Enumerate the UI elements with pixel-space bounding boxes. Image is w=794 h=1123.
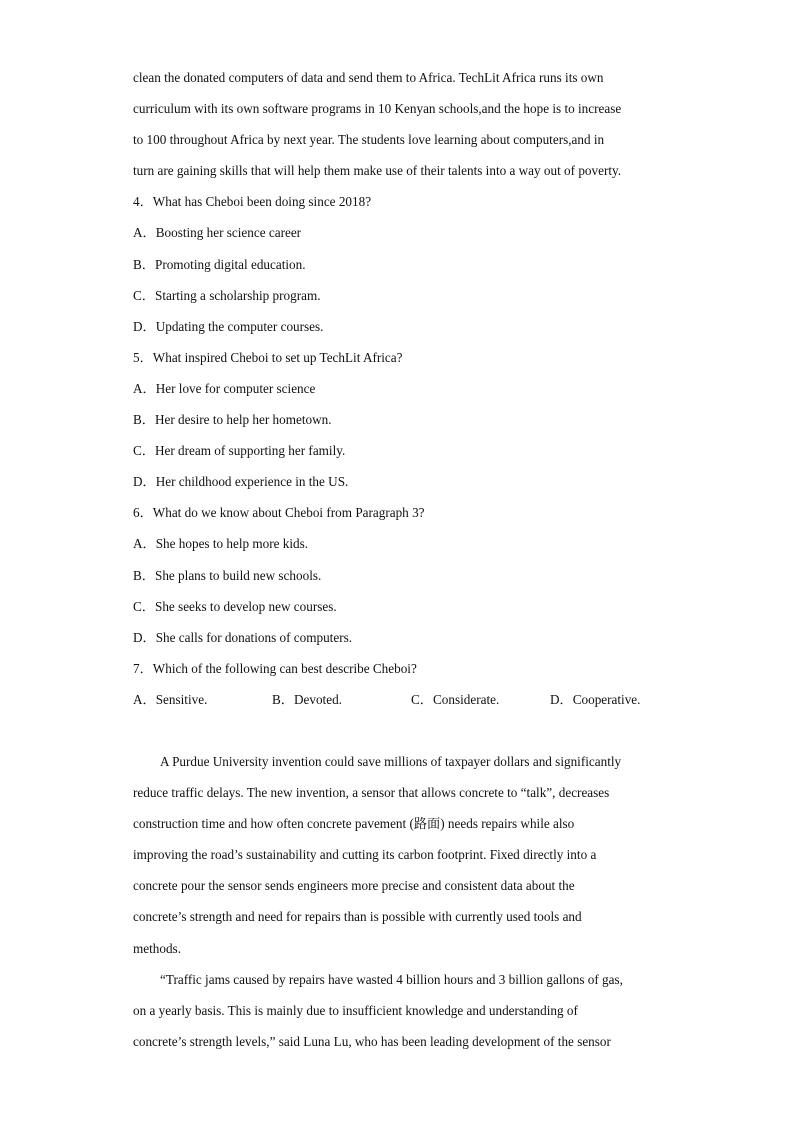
option-d: D．She calls for donations of computers.: [133, 629, 353, 645]
passage-line: turn are gaining skills that will help them make use of their talents into a way out of poverty.: [133, 163, 622, 179]
passage-line: A Purdue University invention could save millions of taxpayer dollars and significantly: [160, 753, 622, 769]
question-7: [133, 653, 663, 715]
passage-d-paragraph-1: [133, 746, 663, 964]
option-c: C．She seeks to develop new courses.: [133, 598, 337, 614]
passage-d-paragraph-2: [133, 964, 663, 1057]
option-c: C．Considerate.: [411, 691, 500, 707]
question-stem: 7．Which of the following can best describe Cheboi?: [133, 660, 417, 676]
option-b: B．Her desire to help her hometown.: [133, 412, 332, 428]
option-b: B．She plans to build new schools.: [133, 567, 322, 583]
option-d: D．Cooperative.: [550, 691, 641, 707]
passage-line: curriculum with its own software programs in 10 Kenyan schools,and the hope is to increase: [133, 101, 622, 117]
question-stem: 5．What inspired Cheboi to set up TechLit Africa?: [133, 349, 403, 365]
option-a: A．Sensitive.: [133, 691, 208, 707]
passage-line: reduce traffic delays. The new invention, a sensor that allows concrete to “talk”, decreases: [133, 785, 610, 801]
section-spacer: [133, 715, 663, 746]
passage-line: construction time and how often concrete pavement (路面) needs repairs while also: [133, 816, 575, 832]
question-5: [133, 342, 663, 497]
passage-line: concrete pour the sensor sends engineers more precise and consistent data about the: [133, 878, 575, 894]
passage-line: methods.: [133, 940, 181, 956]
question-6: [133, 497, 663, 652]
option-a: A．Boosting her science career: [133, 225, 302, 241]
option-c: C．Her dream of supporting her family.: [133, 443, 346, 459]
question-stem: 6．What do we know about Cheboi from Paragraph 3?: [133, 505, 425, 521]
document-page: [133, 62, 663, 1057]
passage-line: improving the road’s sustainability and cutting its carbon footprint. Fixed directly into a: [133, 847, 597, 863]
passage-line: to 100 throughout Africa by next year. The students love learning about computers,and in: [133, 132, 605, 148]
passage-line: on a yearly basis. This is mainly due to insufficient knowledge and understanding of: [133, 1002, 578, 1018]
question-stem: 4．What has Cheboi been doing since 2018?: [133, 194, 372, 210]
passage-line: concrete’s strength and need for repairs than is possible with currently used tools and: [133, 909, 582, 925]
passage-line: concrete’s strength levels,” said Luna Lu, who has been leading development of the sensor: [133, 1033, 611, 1049]
option-b: B．Promoting digital education.: [133, 256, 306, 272]
option-d: D．Her childhood experience in the US.: [133, 474, 349, 490]
passage-line: “Traffic jams caused by repairs have wasted 4 billion hours and 3 billion gallons of gas,: [160, 971, 623, 987]
option-b: B．Devoted.: [272, 691, 342, 707]
options-row: [133, 684, 663, 715]
option-c: C．Starting a scholarship program.: [133, 287, 321, 303]
passage-line: clean the donated computers of data and send them to Africa. TechLit Africa runs its own: [133, 70, 604, 85]
option-a: A．She hopes to help more kids.: [133, 536, 309, 552]
question-4: [133, 186, 663, 341]
passage-c-ending: [133, 62, 663, 186]
option-d: D．Updating the computer courses.: [133, 318, 324, 334]
option-a: A．Her love for computer science: [133, 380, 316, 396]
